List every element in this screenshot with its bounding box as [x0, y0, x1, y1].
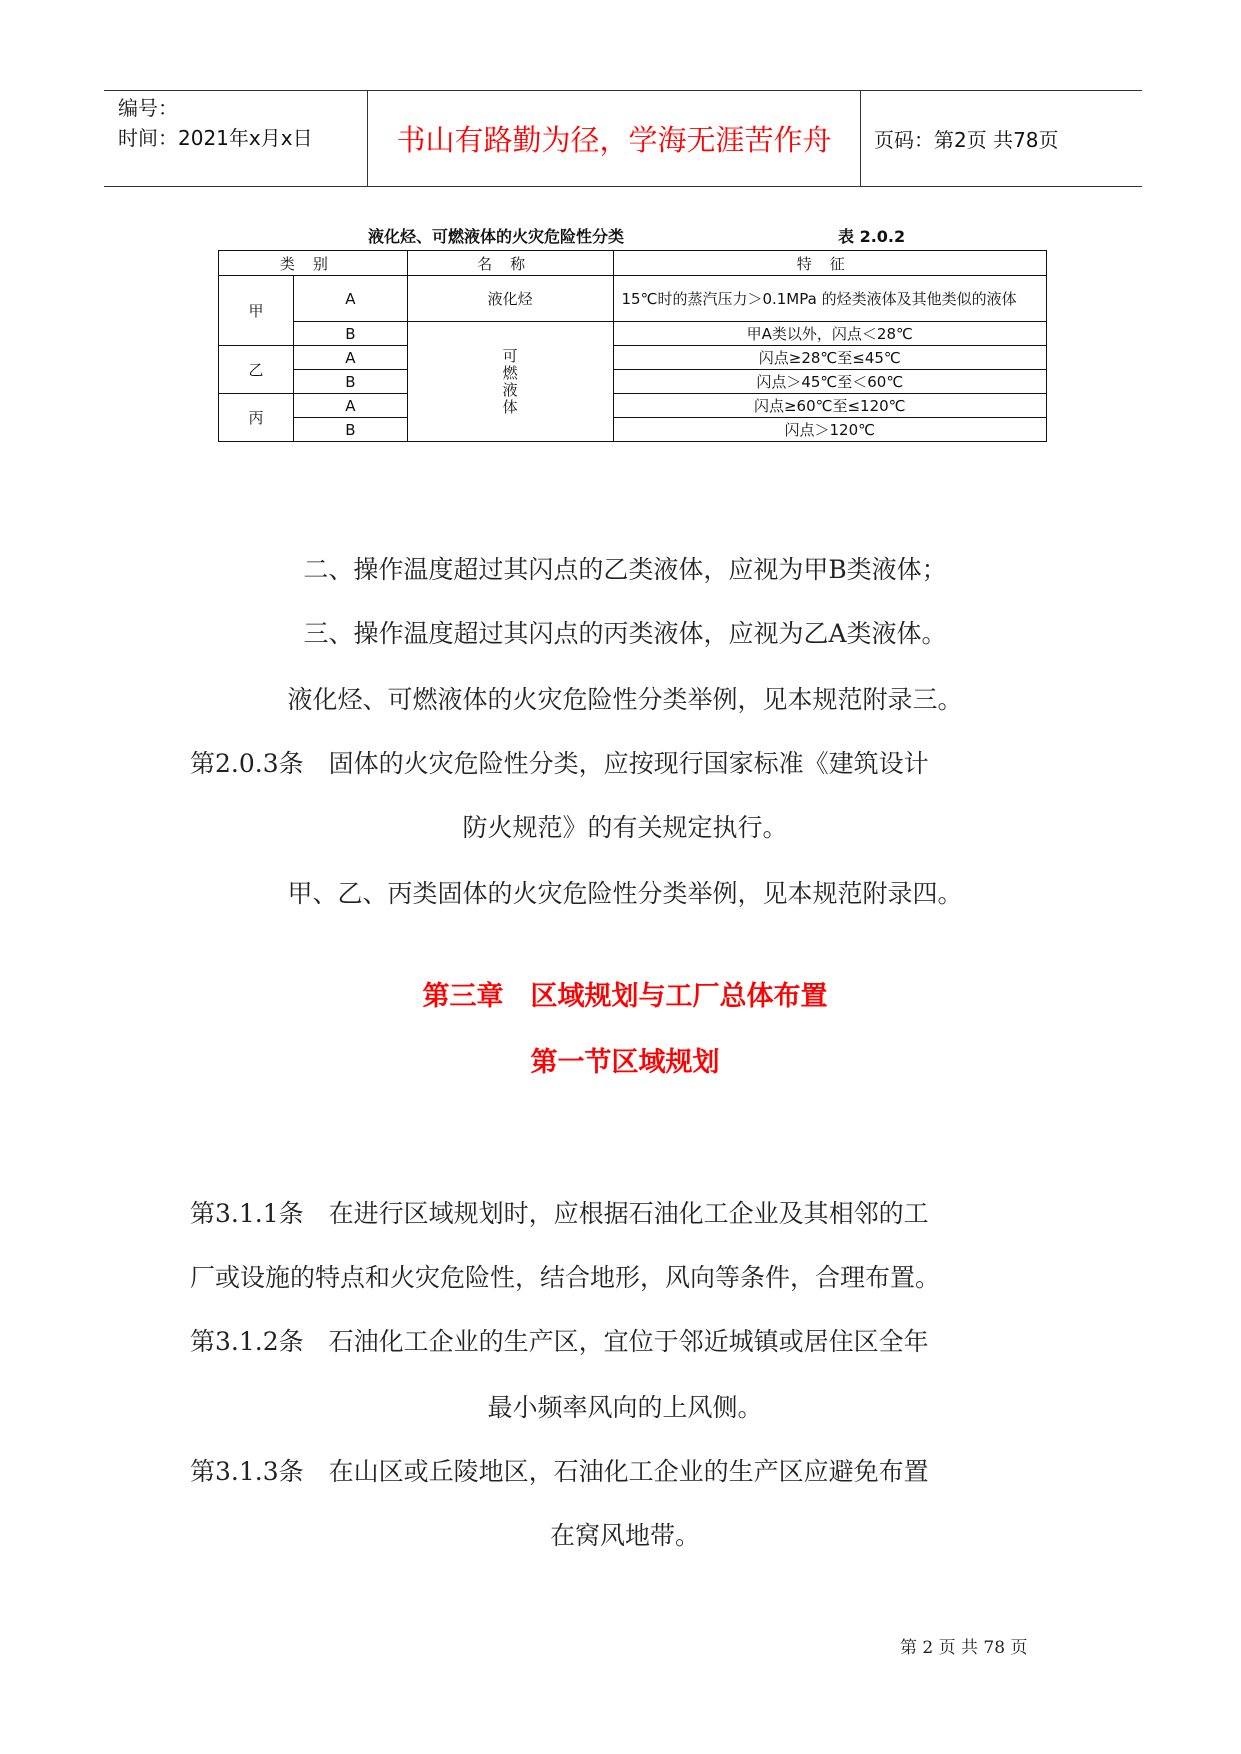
time-label: 时间：2021年x月x日	[118, 126, 313, 150]
paragraph: 三、操作温度超过其闪点的丙类液体，应视为乙A类液体。	[303, 619, 947, 648]
page-footer: 第 2 页 共 78 页	[900, 1638, 1028, 1658]
fire-hazard-table	[218, 250, 1047, 442]
article-line: 第2.0.3条 固体的火灾危险性分类，应按现行国家标准《建筑设计	[190, 749, 929, 778]
table-row	[219, 418, 1047, 442]
feature-cell: 甲A类以外，闪点＜28℃	[613, 322, 1046, 346]
page-header	[104, 90, 1142, 187]
table-row	[219, 370, 1047, 394]
number-label: 编号：	[118, 96, 178, 120]
table-number: 表 2.0.2	[838, 227, 906, 246]
article-line: 防火规范》的有关规定执行。	[462, 813, 788, 842]
subclass-cell: A	[293, 394, 407, 418]
table-row	[219, 394, 1047, 418]
subclass-cell: B	[293, 418, 407, 442]
article-line: 第3.1.3条 在山区或丘陵地区，石油化工企业的生产区应避免布置	[190, 1457, 929, 1486]
header-feature: 特征	[613, 251, 1046, 276]
table-header-row	[219, 251, 1047, 276]
chapter-heading: 第三章 区域规划与工厂总体布置	[422, 981, 828, 1012]
article-line: 在窝风地带。	[549, 1521, 700, 1550]
paragraph: 液化烃、可燃液体的火灾危险性分类举例，见本规范附录三。	[287, 685, 963, 714]
paragraph: 甲、乙、丙类固体的火灾危险性分类举例，见本规范附录四。	[287, 879, 963, 908]
feature-cell: 闪点＞45℃至＜60℃	[613, 370, 1046, 394]
subclass-cell: A	[293, 346, 407, 370]
table-row	[219, 276, 1047, 322]
table-row	[219, 322, 1047, 346]
group-cell: 丙	[219, 394, 294, 442]
subclass-cell: A	[293, 276, 407, 322]
section-heading: 第一节区域规划	[530, 1047, 720, 1078]
article-line: 第3.1.2条 石油化工企业的生产区，宜位于邻近城镇或居住区全年	[190, 1327, 929, 1356]
header-page-label: 页码：第2页 共78页	[874, 128, 1059, 152]
header-divider	[860, 91, 861, 186]
header-motto: 书山有路勤为径，学海无涯苦作舟	[396, 123, 832, 157]
feature-cell: 闪点＞120℃	[613, 418, 1046, 442]
feature-cell: 15℃时的蒸汽压力＞0.1MPa 的烃类液体及其他类似的液体	[613, 276, 1046, 322]
name-cell	[407, 322, 613, 442]
article-line: 最小频率风向的上风侧。	[487, 1393, 763, 1422]
subclass-cell: B	[293, 322, 407, 346]
article-line: 第3.1.1条 在进行区域规划时，应根据石油化工企业及其相邻的工	[190, 1199, 929, 1228]
feature-cell: 闪点≥60℃至≤120℃	[613, 394, 1046, 418]
name-cell: 液化烃	[407, 276, 613, 322]
group-cell: 甲	[219, 276, 294, 346]
subclass-cell: B	[293, 370, 407, 394]
paragraph: 二、操作温度超过其闪点的乙类液体，应视为甲B类液体；	[303, 555, 947, 584]
table-title: 液化烃、可燃液体的火灾危险性分类	[368, 227, 625, 246]
table-row	[219, 346, 1047, 370]
name-vertical-text: 可燃液体	[500, 347, 519, 416]
feature-cell: 闪点≥28℃至≤45℃	[613, 346, 1046, 370]
header-meta	[118, 93, 368, 153]
header-name: 名称	[407, 251, 613, 276]
group-cell: 乙	[219, 346, 294, 394]
header-class: 类别	[219, 251, 408, 276]
article-line: 厂或设施的特点和火灾危险性，结合地形，风向等条件，合理布置。	[190, 1263, 941, 1292]
